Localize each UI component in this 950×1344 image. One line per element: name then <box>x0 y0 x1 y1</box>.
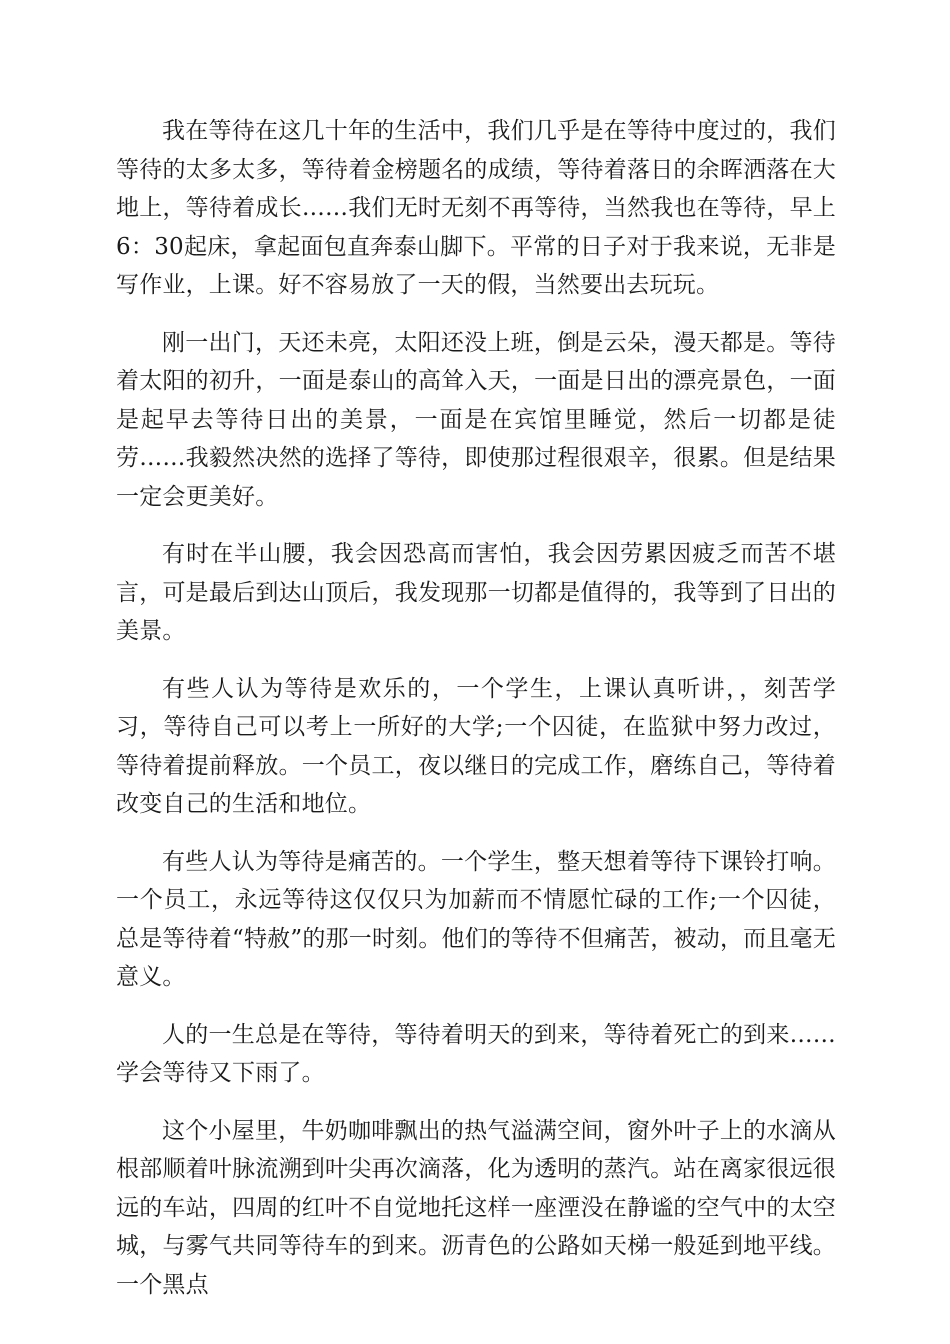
paragraph-4: 有些人认为等待是欢乐的，一个学生，上课认真听讲，，刻苦学习，等待自己可以考上一所好的大学;一个囚徒，在监狱中努力改过，等待着提前释放。一个员工，夜以继日的完成工作，磨练自己，等待着改变自己的生活和地位。 <box>116 675 836 817</box>
paragraph-6: 人的一生总是在等待，等待着明天的到来，等待着死亡的到来……学会等待又下雨了。 <box>116 1021 836 1086</box>
paragraph-2: 刚一出门，天还未亮，太阳还没上班，倒是云朵，漫天都是。等待着太阳的初升，一面是泰山的高耸入天，一面是日出的漂亮景色，一面是起早去等待日出的美景，一面是在宾馆里睡觉，然后一切都是徒劳……我毅然决然的选择了等待，即使那过程很艰辛，很累。但是结果一定会更美好。 <box>116 329 836 510</box>
paragraph-3: 有时在半山腰，我会因恐高而害怕，我会因劳累因疲乏而苦不堪言，可是最后到达山顶后，我发现那一切都是值得的，我等到了日出的美景。 <box>116 541 836 644</box>
document-body <box>116 112 836 1323</box>
paragraph-5: 有些人认为等待是痛苦的。一个学生，整天想着等待下课铃打响。一个员工，永远等待这仅仅只为加薪而不情愿忙碌的工作;一个囚徒，总是等待着“特赦”的那一时刻。他们的等待不但痛苦，被动，而且毫无意义。 <box>116 848 836 990</box>
paragraph-7: 这个小屋里，牛奶咖啡飘出的热气溢满空间，窗外叶子上的水滴从根部顺着叶脉流溯到叶尖再次滴落，化为透明的蒸汽。站在离家很远很远的车站，四周的红叶不自觉地托这样一座湮没在静谧的空气中的太空城，与雾气共同等待车的到来。沥青色的公路如天梯一般延到地平线。一个黑点 <box>116 1117 836 1298</box>
paragraph-1: 我在等待在这几十年的生活中，我们几乎是在等待中度过的，我们等待的太多太多，等待着金榜题名的成绩，等待着落日的余晖洒落在大地上，等待着成长……我们无时无刻不再等待，当然我也在等待，早上6：30起床，拿起面包直奔泰山脚下。平常的日子对于我来说，无非是写作业，上课。好不容易放了一天的假，当然要出去玩玩。 <box>116 118 836 298</box>
